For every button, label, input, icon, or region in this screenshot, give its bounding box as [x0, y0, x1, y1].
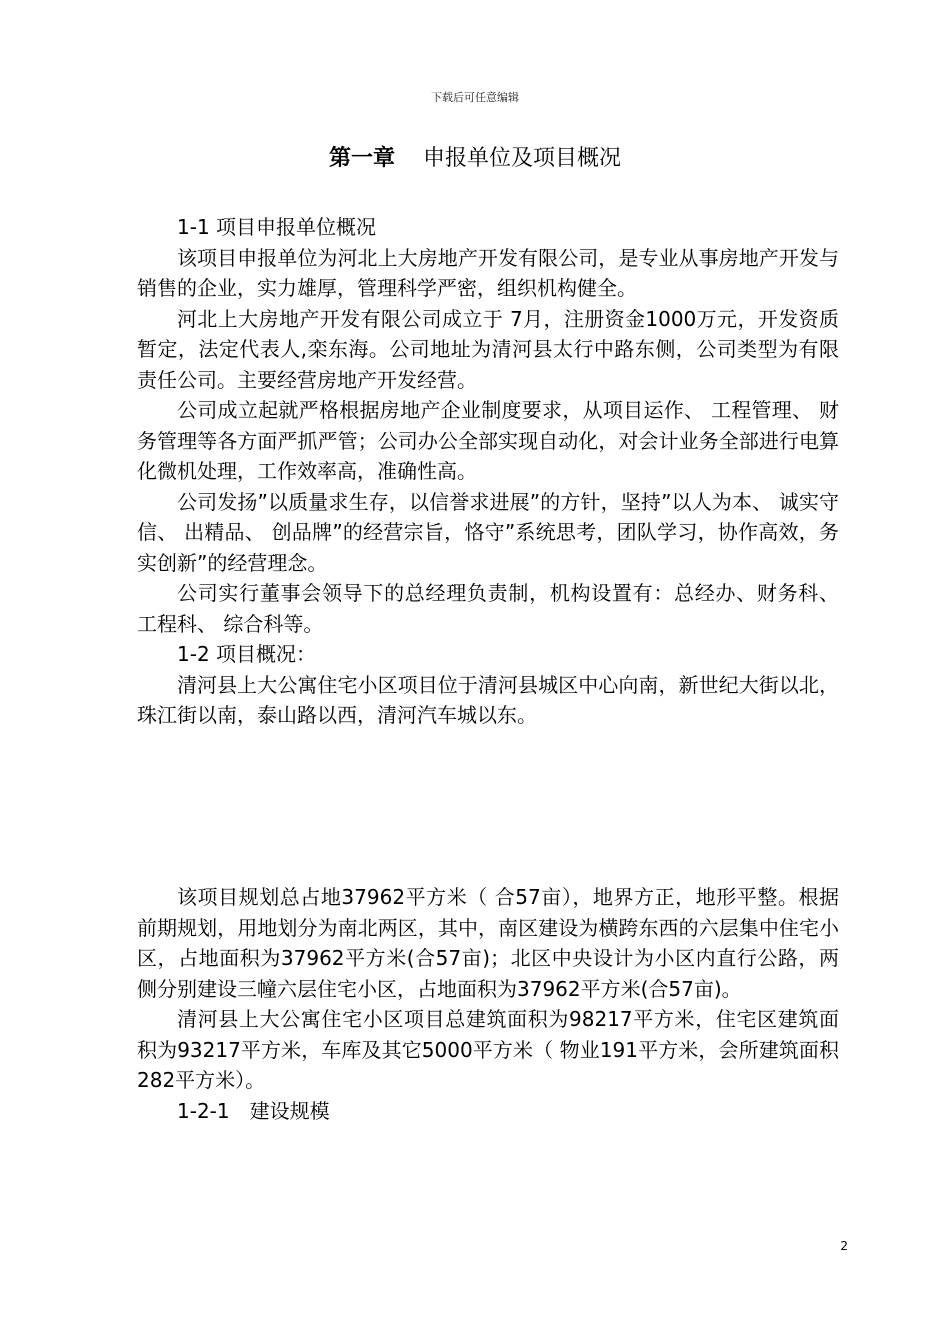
chapter-name: 申报单位及项目概况: [422, 146, 621, 171]
body-block-2: [137, 882, 839, 1126]
chapter-number: 第一章: [328, 146, 395, 171]
body-block-1: [137, 212, 839, 731]
paragraph: 河北上大房地产开发有限公司成立于 7月，注册资金1000万元，开发资质暂定，法定代表人,栾东海。公司地址为清河县太行中路东侧，公司类型为有限责任公司。主要经营房地产开发经营。: [137, 306, 839, 392]
chapter-title: [0, 144, 950, 174]
paragraph: 公司成立起就严格根据房地产企业制度要求，从项目运作、 工程管理、 财务管理等各方面严抓严管；公司办公全部实现自动化，对会计业务全部进行电算化微机处理，工作效率高，准确性高。: [137, 398, 839, 483]
page-number: 2: [840, 1239, 848, 1253]
section-heading: 1-1 项目申报单位概况: [177, 215, 377, 239]
section-heading: 1-2 项目概况：: [177, 642, 317, 666]
paragraph: 清河县上大公寓住宅小区项目总建筑面积为98217平方米，住宅区建筑面积为93217平方米，车库及其它5000平方米（ 物业191平方米，会所建筑面积282平方米）。: [137, 1007, 839, 1092]
header-note: 下载后可任意编辑: [431, 91, 519, 104]
paragraph: 清河县上大公寓住宅小区项目位于清河县城区中心向南，新世纪大街以北，珠江街以南，泰山路以西，清河汽车城以东。: [137, 672, 839, 727]
paragraph: 公司发扬”以质量求生存，以信誉求进展”的方针，坚持”以人为本、 诚实守信、 出精品、 创品牌”的经营宗旨，恪守”系统思考，团队学习，协作高效，务实创新”的经营理念。: [137, 489, 839, 575]
paragraph: 公司实行董事会领导下的总经理负责制，机构设置有：总经办、财务科、 工程科、 综合科等。: [137, 581, 839, 636]
paragraph: 该项目规划总占地37962平方米（ 合57亩），地界方正，地形平整。根据前期规划，用地划分为南北两区，其中，南区建设为横跨东西的六层集中住宅小区，占地面积为37962平方米(合57亩)；北区中央设计为小区内直行公路，两侧分别建设三幢六层住宅小区，占地面积为37962平方米(合57亩)。: [137, 885, 839, 1001]
subsection-heading: 1-2-1 建设规模: [177, 1098, 330, 1123]
paragraph: 该项目申报单位为河北上大房地产开发有限公司，是专业从事房地产开发与销售的企业，实力雄厚，管理科学严密，组织机构健全。: [137, 245, 839, 300]
